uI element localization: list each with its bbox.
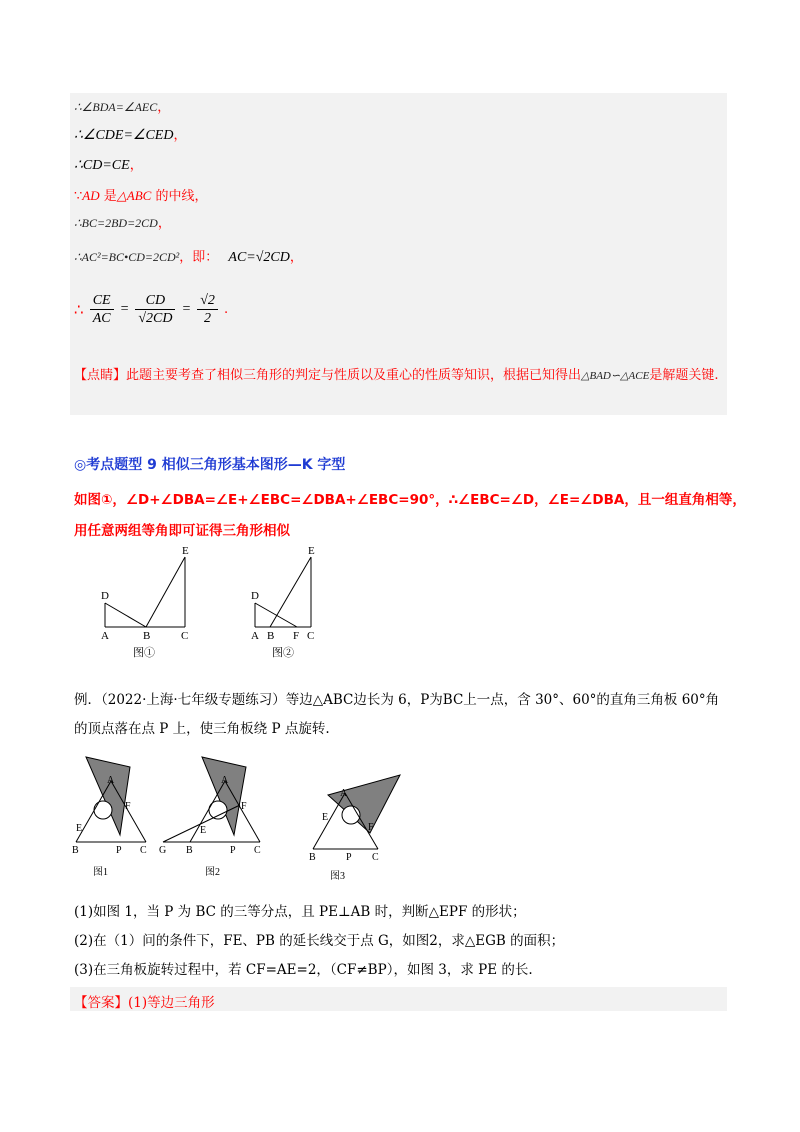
caption-ex-2: 图2 bbox=[205, 867, 220, 878]
label-d: D bbox=[101, 590, 109, 602]
example-line-2: 的顶点落在点 P 上，使三角板绕 P 点旋转. bbox=[74, 721, 330, 737]
label-e: E bbox=[76, 823, 83, 834]
question-1: (1)如图 1，当 P 为 BC 的三等分点，且 PE⊥AB 时，判断△EPF 的形状； bbox=[74, 904, 526, 920]
answer-text: 【答案】(1)等边三角形 bbox=[74, 995, 215, 1011]
fraction-cd-sqrt2cd: $\frac{CD}{√2CD}$ bbox=[135, 292, 175, 327]
caption-ex-1: 图1 bbox=[93, 867, 108, 878]
solution-line-3: ∴CD=CE， bbox=[74, 158, 143, 173]
solution-line-1: ∴∠BDA=∠AEC， bbox=[74, 100, 171, 115]
label-e: E bbox=[200, 825, 207, 836]
label-e: E bbox=[308, 545, 315, 557]
solution-line-6: ∴AC²=BC•CD=2CD²，即： AC=√2CD， bbox=[74, 250, 303, 265]
label-a: A bbox=[101, 630, 109, 642]
label-b: B bbox=[72, 845, 79, 856]
caption-fig-2: 图② bbox=[272, 647, 294, 659]
example-figure-2 bbox=[155, 747, 270, 882]
label-e: E bbox=[322, 812, 329, 823]
label-a: A bbox=[340, 788, 348, 799]
label-a: A bbox=[221, 775, 229, 786]
example-figure-3 bbox=[300, 765, 410, 885]
label-b: B bbox=[267, 630, 275, 642]
label-g: G bbox=[159, 845, 167, 856]
caption-ex-3: 图3 bbox=[330, 871, 345, 882]
label-a: A bbox=[107, 775, 115, 786]
tip-paragraph: 【点睛】此题主要考查了相似三角形的判定与性质以及重心的性质等知识，根据已知得出△BAD∽△ACE是解题关键. bbox=[74, 368, 719, 383]
label-c: C bbox=[140, 845, 147, 856]
label-f: F bbox=[241, 801, 247, 812]
label-a: A bbox=[251, 630, 259, 642]
solution-line-2: ∴∠CDE=∠CED， bbox=[74, 128, 187, 143]
fraction-ce-ac: $\frac{CE}{AC}$ bbox=[90, 292, 114, 327]
label-c: C bbox=[181, 630, 189, 642]
fraction-sqrt2-2: $\frac{√2}{2}$ bbox=[197, 292, 218, 327]
solution-line-7: ∴ $\frac{CE}{AC}$ = $\frac{CD}{√2CD}$ = $\frac{√2}{2}$ . bbox=[74, 293, 229, 326]
label-f: F bbox=[125, 801, 131, 812]
label-c: C bbox=[307, 630, 315, 642]
section-title: ◎考点题型 9 相似三角形基本图形—K 字型 bbox=[74, 457, 346, 473]
k-figure-2 bbox=[245, 545, 335, 660]
solution-line-5: ∴BC=2BD=2CD， bbox=[74, 216, 171, 231]
label-f: F bbox=[293, 630, 300, 642]
label-b: B bbox=[186, 845, 193, 856]
label-c: C bbox=[372, 852, 379, 863]
example-figure-1 bbox=[68, 747, 158, 882]
caption-fig-1: 图① bbox=[133, 647, 155, 659]
label-p: P bbox=[346, 852, 352, 863]
label-b: B bbox=[143, 630, 151, 642]
label-p: P bbox=[230, 845, 236, 856]
label-b: B bbox=[309, 852, 316, 863]
label-p: P bbox=[116, 845, 122, 856]
label-f: F bbox=[368, 822, 374, 833]
question-2: (2)在（1）问的条件下，FE、PB 的延长线交于点 G，如图2，求△EGB 的面积； bbox=[74, 933, 565, 949]
k-description-line-1: 如图①，∠D+∠DBA=∠E+∠EBC=∠DBA+∠EBC=90°，∴∠EBC=∠D，∠E=∠DBA，且一组直角相等， bbox=[74, 492, 746, 508]
question-3: (3)在三角板旋转过程中，若 CF=AE=2，（CF≠BP），如图 3，求 PE 的长. bbox=[74, 962, 533, 978]
label-d: D bbox=[251, 590, 259, 602]
k-description-line-2: 用任意两组等角即可证得三角形相似 bbox=[74, 523, 290, 539]
label-e: E bbox=[182, 545, 189, 557]
k-figure-1 bbox=[95, 545, 205, 660]
label-c: C bbox=[254, 845, 261, 856]
example-line-1: 例．（2022·上海·七年级专题练习）等边△ABC边长为 6，P为BC上一点，含 30°、60°的直角三角板 60°角 bbox=[74, 692, 720, 708]
solution-line-4: ∵AD 是△ABC 的中线， bbox=[74, 188, 208, 204]
